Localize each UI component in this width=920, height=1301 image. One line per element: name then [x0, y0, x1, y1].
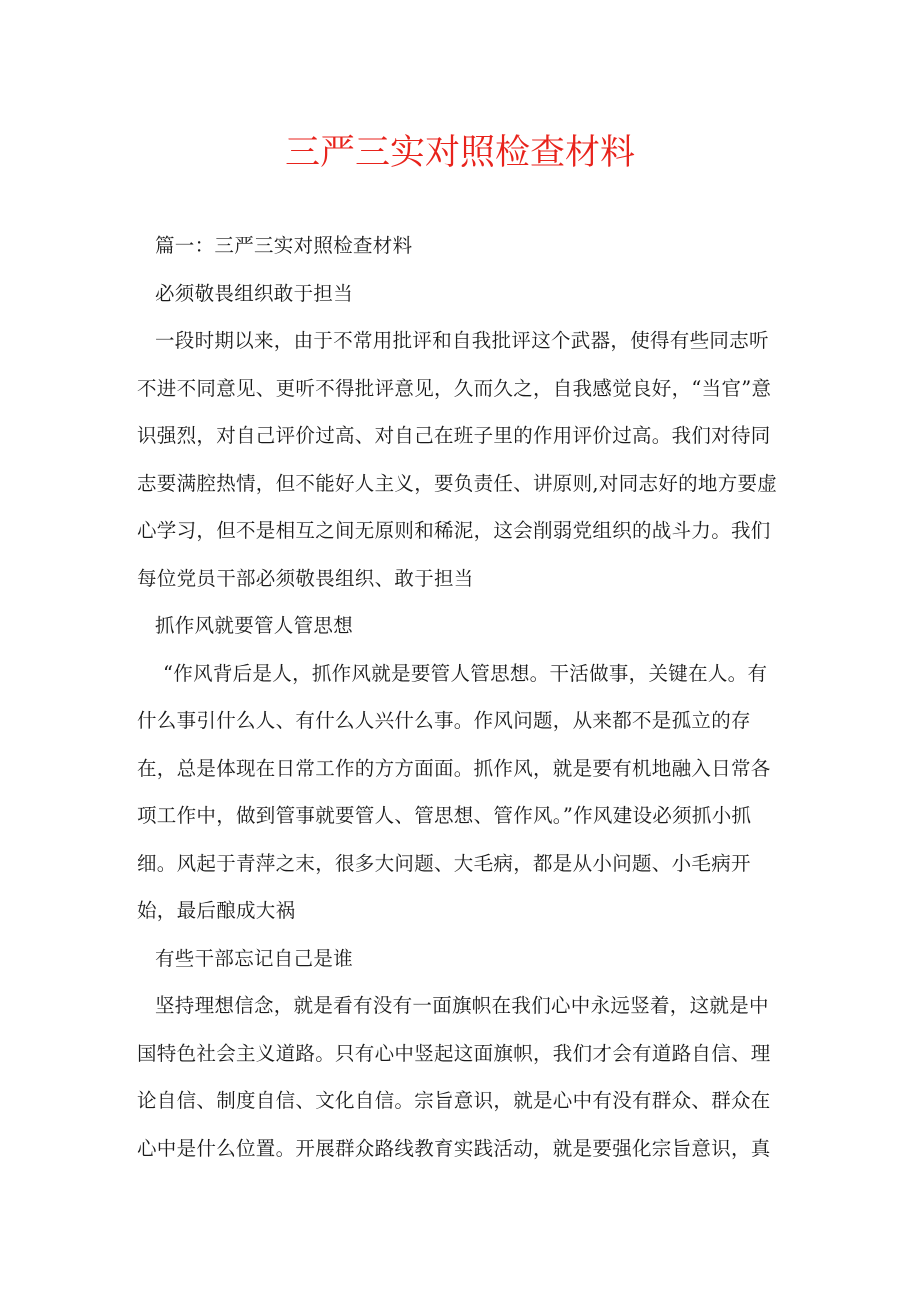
document-body [137, 222, 787, 1172]
section-heading-3: 抓作风就要管人管思想 [155, 614, 354, 637]
section-heading-2: 必须敬畏组织敢于担当 [155, 281, 354, 305]
paragraph-3: 坚持理想信念，就是看有没有一面旗帜在我们心中永远竖着，这就是中国特色社会主义道路。只有心中竖起这面旗帜，我们才会有道路自信、理论自信、制度自信、文化自信。宗旨意识，就是心中有没有群众、群众在心中是什么位置。开展群众路线教育实践活动，就是要强化宗旨意识，真 [137, 994, 771, 1160]
paragraph-2: “作风背后是人，抓作风就是要管人管思想。干活做事，关键在人。有什么事引什么人、有什么人兴什么事。作风问题，从来都不是孤立的存在，总是体现在日常工作的方方面面。抓作风，就是要有机地融入日常各项工作中，做到管事就要管人、管思想、管作风。”作风建设必须抓小抓细。风起于青萍之末，很多大问题、大毛病，都是从小问题、小毛病开始，最后酿成大祸 [137, 661, 771, 922]
paragraph-1: 一段时期以来，由于不常用批评和自我批评这个武器，使得有些同志听不进不同意见、更听不得批评意见，久而久之，自我感觉良好，“当官”意识强烈，对自己评价过高、对自己在班子里的作用评价过高。我们对待同志要满腔热情，但不能好人主义，要负责任、讲原则,对同志好的地方要虚心学习，但不是相互之间无原则和稀泥，这会削弱党组织的战斗力。我们每位党员干部必须敬畏组织、敢于担当 [137, 329, 778, 590]
section-heading-1: 篇一：三严三实对照检查材料 [155, 234, 413, 257]
document-title: 三严三实对照检查材料 [284, 133, 635, 173]
section-heading-4: 有些干部忘记自己是谁 [155, 946, 354, 970]
